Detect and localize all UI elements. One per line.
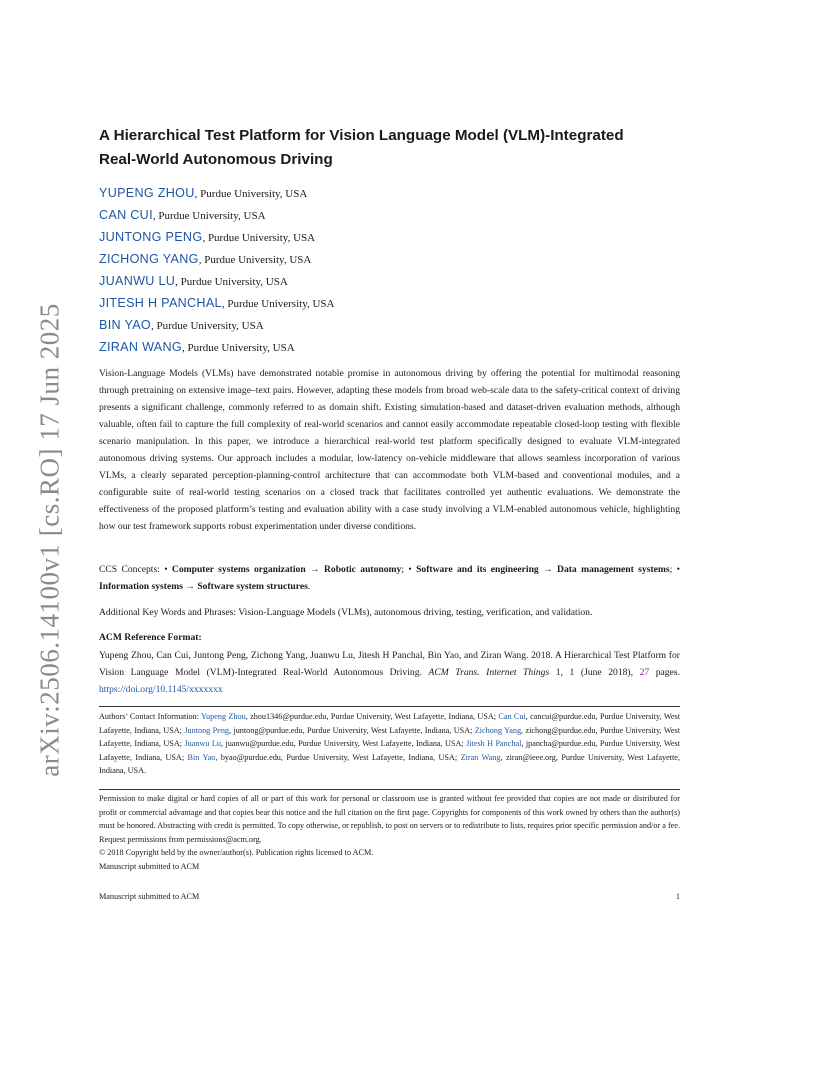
author-entry [99,292,680,314]
acm-reference-heading: ACM Reference Format: [99,632,202,643]
permission-notice-block [99,792,680,874]
ccs-concepts [99,561,680,595]
ccs-arrow: → [182,581,198,592]
author-contact-link[interactable]: Jitesh H Panchal [466,739,522,749]
reference-part: pages. [649,667,680,678]
author-entry [99,270,680,292]
author-affiliation: , Purdue University, USA [152,210,266,222]
contact-text: , juanwu@purdue.edu, Purdue University, West Lafayette, Indiana, USA; [220,739,467,749]
contact-text: , cancui@purdue.edu, Purdue University, West Lafayette, Indiana, USA; [99,712,680,735]
author-contact-link[interactable]: Can Cui [498,712,526,721]
author-contact-information [99,710,680,778]
contact-text: , ziran@ieee.org, Purdue University, West Lafayette, Indiana, USA. [99,752,680,776]
contacts-divider [99,706,680,707]
author-name[interactable]: BIN YAO [99,318,152,332]
author-affiliation: , Purdue University, USA [198,254,312,266]
contact-text: , byao@purdue.edu, Purdue University, West Lafayette, Indiana, USA; [215,752,461,762]
permission-divider [99,789,680,790]
author-contact-link[interactable]: Zichong Yang [474,725,522,735]
ccs-concept: Robotic autonomy [323,564,402,575]
author-entry [99,204,680,226]
author-contact-link[interactable]: Juntong Peng [184,725,230,735]
author-affiliation: , Purdue University, USA [221,298,335,310]
author-contact-link[interactable]: Bin Yao [187,752,216,762]
author-name[interactable]: JUANWU LU [99,274,176,288]
author-entry [99,314,680,336]
author-entry [99,226,680,248]
arxiv-identifier-stamp: arXiv:2506.14100v1 [cs.RO] 17 Jun 2025 [34,303,65,777]
author-name[interactable]: CAN CUI [99,208,153,222]
author-affiliation: , Purdue University, USA [151,320,264,332]
author-contact-link[interactable]: Juanwu Lu [184,739,221,749]
author-name[interactable]: ZICHONG YANG [99,252,199,266]
author-affiliation: , Purdue University, USA [194,188,308,200]
author-name[interactable]: JITESH H PANCHAL [99,296,222,310]
permission-notice: Permission to make digital or hard copies of all or part of this work for personal or classroom use is granted without fee provided that copies are not made or distributed for profit or commercial advantage and that copies bear this notice and the full citation on the first page. Copyrights for components of this work owned by others than the author(s) must be honored. Abstracting with credit is permitted. To copy otherwise, or republish, to post on servers or to redistribute to lists, requires prior specific permission and/or a fee. Request permissions from permissions@acm.org. [99,794,680,844]
author-entry [99,336,680,358]
reference-part: Yupeng Zhou, Can Cui, Juntong Peng, Zichong Yang, Juanwu Lu, Jitesh H Panchal, Bin Yao, and Ziran Wang. 2018. A Hierarchical Test Platform for Vision Language Model (VLM)-Integrated Real-World Autonomous Driving. [99,650,680,678]
journal-name: ACM Trans. Internet Things [428,667,550,678]
author-name[interactable]: YUPENG ZHOU [99,186,195,200]
ccs-separator: ; • [401,564,417,575]
author-contact-link[interactable]: Ziran Wang [460,752,501,762]
reference-part: 1, 1 (June 2018), [549,667,640,678]
abstract-paragraph: Vision-Language Models (VLMs) have demonstrated notable promise in autonomous driving by offering the potential for multimodal reasoning through pretraining on extensive image–text pairs. However, adapting these models from broad web-scale data to the safety-critical context of driving presents a significant challenge, commonly referred to as domain shift. Existing simulation-based and dataset-driven evaluation methods, although valuable, often fail to capture the full complexity of real-world scenarios and cannot easily accommodate repeatable closed-loop testing with flexible scenario manipulation. In this paper, we introduce a hierarchical real-world test platform specifically designed to evaluate VLM-integrated autonomous driving systems. Our approach includes a modular, low-latency on-vehicle middleware that allows seamless incorporation of various VLMs, a clearly separated perception-planning-control architecture that can accommodate both VLM-based and conventional modules, and a configurable suite of real-world testing scenarios on a closed track that facilitates controlled yet authentic evaluations. We demonstrate the effectiveness of the proposed platform’s testing and evaluation ability with a case study involving a VLM-enabled autonomous vehicle, highlighting how our test framework supports robust experimentation under diverse conditions. [99,368,680,532]
ccs-concept: Computer systems organization [171,564,306,575]
page-count-link[interactable]: 27 [639,667,650,678]
ccs-concept: Software system structures [197,581,308,592]
title-line-1: A Hierarchical Test Platform for Vision Language Model (VLM)-Integrated [99,127,624,144]
ccs-concept: Data management systems [557,564,670,575]
doi-link[interactable]: https://doi.org/10.1145/xxxxxxx [99,684,223,695]
paper-title [99,124,680,172]
author-entry [99,182,680,204]
contact-text: Authors’ Contact Information: [99,712,202,721]
contact-text: , zichong@purdue.edu, Purdue University, West Lafayette, Indiana, USA; [99,725,680,749]
contact-text: , jpancha@purdue.edu, Purdue University, West Lafayette, Indiana, USA; [99,739,680,762]
manuscript-note: Manuscript submitted to ACM [99,861,200,871]
footer-manuscript-note: Manuscript submitted to ACM [99,892,200,901]
author-affiliation: , Purdue University, USA [202,232,316,244]
author-affiliation: , Purdue University, USA [182,342,295,354]
ccs-separator: ; • [669,564,680,575]
ccs-end: . [307,581,311,592]
ccs-arrow: → [538,564,558,575]
contact-text: , zhou1346@purdue.edu, Purdue University, West Lafayette, Indiana, USA; [245,712,499,721]
title-line-2: Real-World Autonomous Driving [99,151,333,168]
ccs-concept: Information systems [99,581,183,592]
ccs-arrow: → [305,564,324,575]
author-name[interactable]: JUNTONG PENG [99,230,203,244]
ccs-concept: Software and its engineering [416,564,539,575]
additional-keywords: Additional Key Words and Phrases: Vision-Language Models (VLMs), autonomous driving, testing, verification, and validation. [99,607,593,618]
acm-reference-text [99,647,680,698]
page-number: 1 [675,892,680,901]
ccs-label: CCS Concepts: • [99,564,172,575]
author-affiliation: , Purdue University, USA [175,276,288,288]
contact-text: , juntong@purdue.edu, Purdue University, West Lafayette, Indiana, USA; [229,725,475,735]
author-list [99,182,680,358]
author-contact-link[interactable]: Yupeng Zhou [201,712,246,721]
author-name[interactable]: ZIRAN WANG [99,340,182,354]
author-entry [99,248,680,270]
copyright-line: © 2018 Copyright held by the owner/author(s). Publication rights licensed to ACM. [99,848,374,858]
